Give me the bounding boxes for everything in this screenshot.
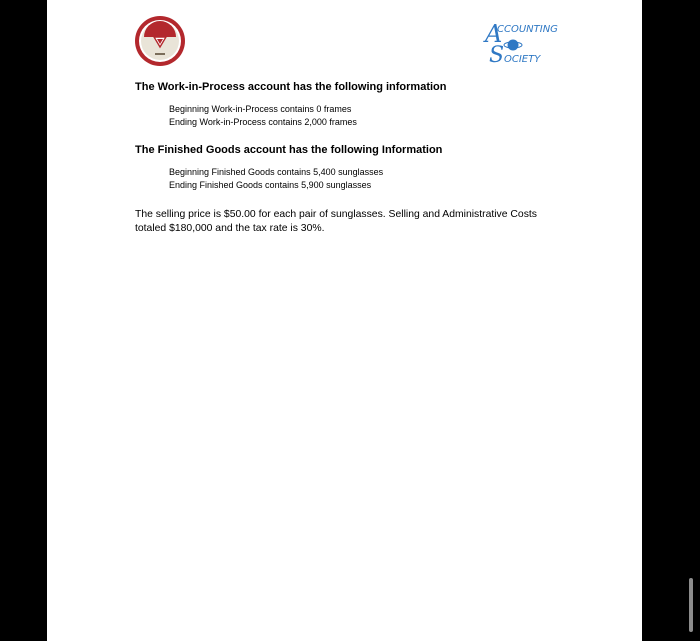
wip-line-ending: Ending Work-in-Process contains 2,000 frames <box>169 117 357 127</box>
wip-line-beginning: Beginning Work-in-Process contains 0 frames <box>169 104 352 114</box>
logo-letter-s: S <box>489 43 505 68</box>
fg-line-beginning: Beginning Finished Goods contains 5,400 sunglasses <box>169 167 384 177</box>
vertical-scrollbar[interactable] <box>689 578 693 632</box>
accounting-society-logo <box>483 18 559 70</box>
wip-heading: The Work-in-Process account has the following information <box>135 81 447 93</box>
document-page <box>47 0 642 641</box>
logo-letter-a: A <box>485 20 503 48</box>
fg-details <box>169 166 383 192</box>
pricing-paragraph: The selling price is $50.00 for each pair of sunglasses. Selling and Administrative Costs totaled $180,000 and the tax rate is 30%. <box>135 209 537 234</box>
fg-line-ending: Ending Finished Goods contains 5,900 sunglasses <box>169 180 372 190</box>
fg-heading: The Finished Goods account has the following Information <box>135 144 443 156</box>
logo-text-bottom: OCIETY <box>504 54 541 65</box>
beta-alpha-psi-seal-logo <box>134 15 186 67</box>
logo-text-top: CCOUNTING <box>497 24 558 35</box>
wip-details <box>169 103 357 129</box>
